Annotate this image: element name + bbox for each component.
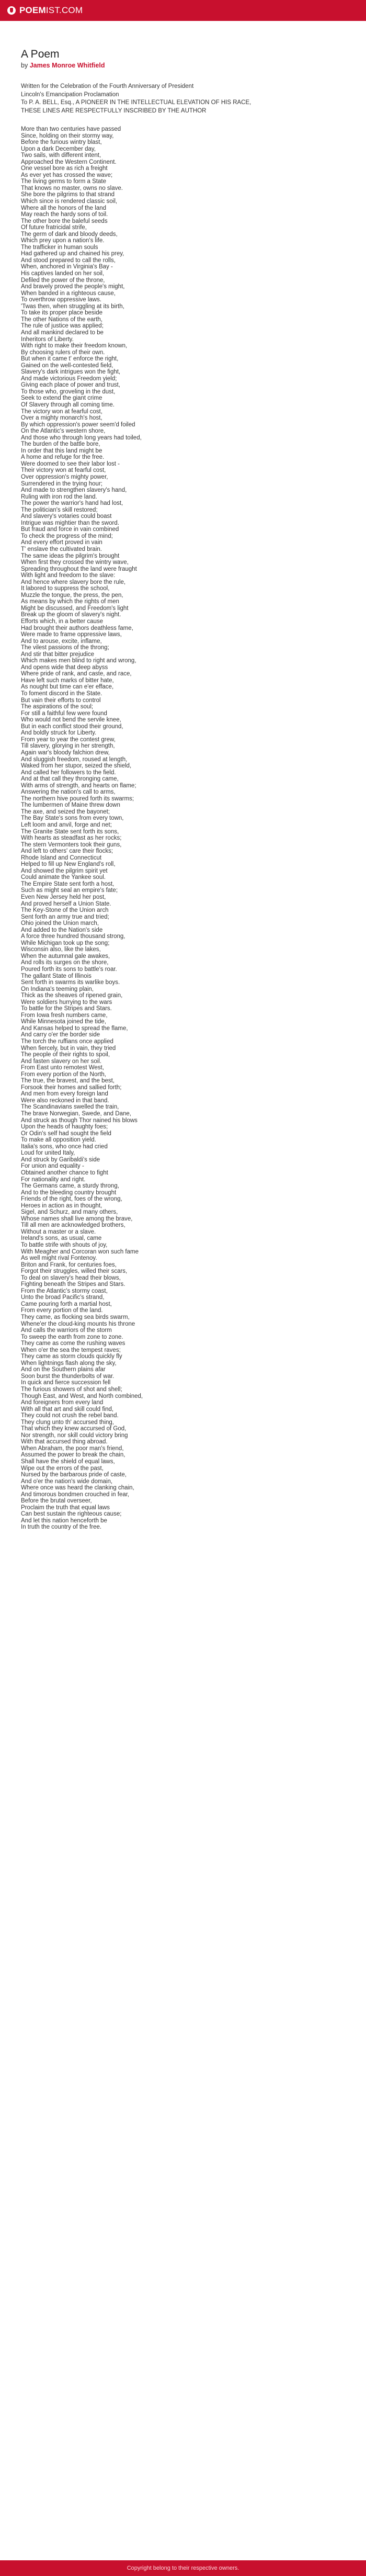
poem-line: As nought but time can e'er efface, <box>21 684 114 691</box>
poem-line: They clung unto th' accursed thing, <box>21 1419 114 1426</box>
poem-line: When o'er the sea the tempest raves; <box>21 1347 121 1353</box>
poem-line: Inheritors of Liberty. <box>21 336 74 343</box>
poem-line: And hence where slavery bore the rule, <box>21 579 126 585</box>
poem-line: And added to the Nation's side <box>21 927 103 933</box>
poem-line: They came as come the rushing waves <box>21 1340 125 1347</box>
poem-line: In quick and fierce succession fell <box>21 1380 111 1386</box>
poem-line: They came, as flocking sea birds swarm, <box>21 1314 130 1320</box>
poem-line: Till slavery, glorying in her strength, <box>21 743 115 750</box>
poem-line: Two sails, with different intent, <box>21 152 101 159</box>
poem-line: To those who, groveling in the dust, <box>21 388 116 395</box>
poem-line: As well might rival Fontenoy. <box>21 1255 97 1262</box>
author-link[interactable]: James Monroe Whitfield <box>29 62 105 69</box>
poem-line: And proved herself a Union State. <box>21 900 111 907</box>
poem-line: But in each conflict stood their ground, <box>21 723 123 730</box>
poem-line: And stir that bitter prejudice <box>21 651 94 658</box>
poem-line: For still a faithful few were found <box>21 710 107 717</box>
poem-line: Seek to extend the giant crime <box>21 395 102 402</box>
poem-line: The brave Norwegian, Swede, and Dane, <box>21 1111 131 1117</box>
poem-line: Poured forth its sons to battle's roar. <box>21 966 117 973</box>
poem-line: Spreading throughout the land were fraught <box>21 566 137 572</box>
logo-main: POEM <box>19 5 46 15</box>
poem-line: When, anchored in Virginia's Bay - <box>21 264 113 270</box>
poem-line: To make all opposition yield. <box>21 1137 96 1144</box>
poem-line: And showed the pilgrim spirit yet <box>21 867 108 874</box>
poem-line: With arms of strength, and hearts on flame; <box>21 782 136 789</box>
poem-line: Assumed the power to break the chain, <box>21 1452 125 1459</box>
poem-line: And left to others' care their flocks; <box>21 848 113 855</box>
poem-line: From Iowa fresh numbers came, <box>21 1012 108 1019</box>
poem-line: But when it came t' enforce the right, <box>21 356 119 363</box>
site-footer <box>0 2560 366 2576</box>
poem-line: The germ of dark and bloody deeds, <box>21 231 118 238</box>
poem-line: Thick as the sheaves of ripened grain, <box>21 992 123 999</box>
poem-line: The Scandinavians swelled the train, <box>21 1104 119 1111</box>
poem-line: Again war's bloody falchion drew, <box>21 749 110 756</box>
poem-line: As means by which the rights of men <box>21 598 119 605</box>
poem-line: Nursed by the barbarous pride of caste, <box>21 1472 127 1478</box>
poem-line: Gained on the well-contested field, <box>21 362 113 369</box>
poem-line: But vain their efforts to control <box>21 697 101 704</box>
poem-line: The same ideas the pilgrim's brought <box>21 552 120 559</box>
poem-line: With right to make their freedom known, <box>21 343 128 349</box>
poem-line: While Michigan took up the song; <box>21 940 110 946</box>
poem-line: By choosing rulers of their own. <box>21 349 105 356</box>
poem-line: Over oppression's mighty power, <box>21 473 108 480</box>
poem-line: Have left such marks of bitter hate, <box>21 677 114 684</box>
poem-line: The gallant State of Illinois <box>21 973 92 979</box>
poem-line: Were doomed to see their labor lost - <box>21 460 120 467</box>
poem-line: And called her followers to the field. <box>21 769 116 776</box>
poem-line: May reach the hardy sons of toil. <box>21 211 108 218</box>
poem-line: Had brought their authors deathless fame, <box>21 625 133 631</box>
poem-line: On Indiana's teeming plain, <box>21 986 94 992</box>
poem-line: The Key-Stone of the Union arch <box>21 907 109 914</box>
poem-line: Can best sustain the righteous cause; <box>21 1511 122 1518</box>
poem-line: Such as might seal an empire's fate; <box>21 887 118 894</box>
poem-line: Intrigue was mightier than the sword. <box>21 519 119 526</box>
poem-line: In truth the country of the free. <box>21 1524 102 1531</box>
poem-line: The true, the bravest, and the best, <box>21 1078 115 1084</box>
poem-line: Defiled the power of the throne, <box>21 277 105 284</box>
poem-line: Even New Jersey held her post, <box>21 894 106 900</box>
poem-line: While Minnesota joined the tide, <box>21 1019 107 1025</box>
poem-line: Shall have the shield of equal laws, <box>21 1459 115 1465</box>
poem-line: Whose names shall live among the brave, <box>21 1215 133 1222</box>
poem-line: The people of their rights to spoil, <box>21 1052 110 1058</box>
poem-line: Were soldiers hurrying to the wars <box>21 999 112 1005</box>
poem-line: From every portion of the North, <box>21 1071 106 1078</box>
poem-line: And made victorious Freedom yield; <box>21 375 117 382</box>
poem-line: With that accursed thing abroad. <box>21 1439 108 1445</box>
poem-line: The Granite State sent forth its sons, <box>21 828 119 835</box>
poem-line: As ever yet has crossed the wave; <box>21 172 113 178</box>
poem-line: His captives landed on her soil, <box>21 270 105 277</box>
poem-line: Where once was heard the clanking chain, <box>21 1485 134 1492</box>
poem-line: Waked from her stupor, seized the shield, <box>21 763 132 770</box>
poem-line: The torch the ruffians once applied <box>21 1038 113 1045</box>
dedication <box>21 83 345 115</box>
poem-line: Ireland's sons, as usual, came <box>21 1235 102 1242</box>
poem-line: Without a master or a slave. <box>21 1228 96 1235</box>
poem-line: From year to year the contest grew, <box>21 736 116 743</box>
poem-line: When fiercely, but in vain, they tried <box>21 1045 116 1052</box>
poem-line: More than two centuries have passed <box>21 126 121 132</box>
poem-line: And men from every foreign land <box>21 1091 108 1098</box>
poem-line: Their victory won at fearful cost, <box>21 467 106 474</box>
poem-line: And on the Southern plains afar <box>21 1366 106 1373</box>
poem-line: Since, holding on their stormy way, <box>21 132 114 139</box>
poem-line: The other bore the baleful seeds <box>21 218 108 224</box>
poem-line: And carry o'er the border side <box>21 1032 100 1038</box>
poem-line: When lightnings flash along the sky, <box>21 1360 117 1366</box>
poem-line: Though East, and West, and North combined, <box>21 1393 143 1399</box>
poem-line: The Bay State's sons from every town, <box>21 815 124 822</box>
poem-line: The other Nations of the earth, <box>21 316 102 323</box>
poem-line: The rule of justice was applied; <box>21 323 104 330</box>
poem-line: T' enslave the cultivated brain. <box>21 546 102 552</box>
byline <box>21 62 345 69</box>
poem-line: Helped to fill up New England's roll, <box>21 861 116 868</box>
poem-title: A Poem <box>21 48 60 60</box>
poem-line: Answering the nation's call to arms, <box>21 789 116 796</box>
poem-line: Which prey upon a nation's life. <box>21 238 105 244</box>
poem-line: To check the progress of the mind; <box>21 533 113 539</box>
dedication-line: To P. A. BELL, Esq., A PIONEER IN THE INTELLECTUAL ELEVATION OF HIS RACE, <box>21 99 251 106</box>
dedication-line: THESE LINES ARE RESPECTFULLY INSCRIBED BY THE AUTHOR <box>21 107 207 114</box>
poem-line: And boldly struck for Liberty. <box>21 730 97 737</box>
poem-line: And opens wide that deep abyss <box>21 664 108 671</box>
poem-line: That knows no master, owns no slave. <box>21 185 123 191</box>
poem-line: And slavery's votaries could boast <box>21 513 112 520</box>
poem-line: From East unto remotest West, <box>21 1065 104 1071</box>
poem-line: Briton and Frank, for centuries foes, <box>21 1261 117 1268</box>
poem-line: Friends of the right, foes of the wrong, <box>21 1196 122 1203</box>
poem-line: And timorous bondmen crouched in fear, <box>21 1491 130 1498</box>
poem-line: And to arouse, excite, inflame, <box>21 638 102 645</box>
poem-line: Before the brutal overseer, <box>21 1498 92 1505</box>
site-logo[interactable] <box>7 5 83 16</box>
poem-line: Forsook their homes and sallied forth; <box>21 1084 122 1091</box>
poem-line: Which since is rendered classic soil, <box>21 198 118 205</box>
poem-line: The furious showers of shot and shell; <box>21 1386 122 1393</box>
poem-line: When first they crossed the wintry wave, <box>21 559 129 566</box>
byline-prefix: by <box>21 62 30 69</box>
poem-line: To sweep the earth from zone to zone. <box>21 1334 123 1340</box>
poem-line: And fasten slavery on her soil. <box>21 1058 102 1065</box>
poem-line: And stood prepared to call the rolls, <box>21 257 116 264</box>
poem-line: Sent forth an army true and tried; <box>21 913 109 920</box>
poem-line: And bravely proved the people's might, <box>21 284 125 290</box>
poem-line: With all that art and skill could find, <box>21 1406 114 1413</box>
poem-line: To deal on slavery's head their blows, <box>21 1274 121 1281</box>
poem-line: Where all the honors of the land <box>21 205 107 211</box>
quill-icon <box>7 6 16 15</box>
poem-line: Approached the Western Continent. <box>21 159 117 165</box>
poem-line: But fraud and force in vain combined <box>21 526 119 533</box>
poem-line: And calls the warriors of the storm <box>21 1327 112 1334</box>
poem-line: The axe, and seized the bayonet; <box>21 808 110 815</box>
poem-line: Efforts which, in a better cause <box>21 618 104 625</box>
poem-line: The victory won at fearful cost, <box>21 408 102 415</box>
poem-line: Till all men are acknowledged brothers, <box>21 1222 125 1229</box>
poem-line: And made to strengthen slavery's hand, <box>21 487 127 494</box>
poem-line: When the autumnal gale awakes, <box>21 953 110 959</box>
dedication-line: Written for the Celebration of the Fourth Anniversary of President <box>21 83 194 89</box>
poem-line: To foment discord in the State. <box>21 691 102 697</box>
poem-line: Of Slavery through all coming time. <box>21 401 115 408</box>
poem-line: Break up the gloom of slavery's night. <box>21 612 121 618</box>
poem-line: Over a mighty monarch's host, <box>21 415 102 422</box>
poem-line: For union and equality - <box>21 1163 84 1170</box>
poem-line: By which oppression's power seem'd foiled <box>21 421 135 428</box>
poem-line: Wipe out the errors of the past, <box>21 1465 104 1472</box>
poem-body <box>21 126 345 1531</box>
poem-line: Wisconsin also, like the lakes, <box>21 946 101 953</box>
poem-line: From every portion of the land. <box>21 1307 103 1314</box>
poem-line: Who would not bend the servile knee, <box>21 717 121 724</box>
poem-line: Giving each place of power and trust, <box>21 382 120 389</box>
poem-line: That which they knew accursed of God, <box>21 1426 127 1432</box>
poem-line: It labored to suppress the school, <box>21 585 110 592</box>
poem-line: And o'er the nation's wide domain, <box>21 1478 113 1485</box>
poem-line: And let this nation henceforth be <box>21 1517 107 1524</box>
poem-line: Of future fratricidal strife, <box>21 224 87 231</box>
poem-line: Obtained another chance to fight <box>21 1169 108 1176</box>
poem-line: Were also reckoned in that band. <box>21 1097 109 1104</box>
poem-line: The vilest passions of the throng; <box>21 645 109 651</box>
poem-line: Upon the heads of haughty foes; <box>21 1124 108 1131</box>
poem-line: And Kansas helped to spread the flame, <box>21 1025 128 1032</box>
poem-line: With light and freedom to the slave: <box>21 572 116 579</box>
poem-line: And sluggish freedom, roused at length, <box>21 756 128 763</box>
poem-line: The burden of the battle bore, <box>21 441 100 448</box>
poem-line: When Abraham, the poor man's friend, <box>21 1445 124 1452</box>
poem-line: Upon a dark December day, <box>21 145 96 152</box>
poem-line: And to the bleeding country brought <box>21 1189 117 1196</box>
poem-line: When banded in a righteous cause, <box>21 290 116 297</box>
poem-line: To overthrow oppressive laws. <box>21 297 102 303</box>
poem-line: Proclaim the truth that equal laws <box>21 1504 110 1511</box>
poem-line: Sigel, and Schurz, and many others, <box>21 1209 118 1216</box>
poem-line: The Empire State sent forth a host, <box>21 880 115 887</box>
poem-line: And those who through long years had toiled, <box>21 434 142 441</box>
poem-line: To battle for the Stripes and Stars. <box>21 1005 112 1012</box>
poem-line: Loud for united Italy, <box>21 1150 75 1157</box>
poem-line: Surrendered in the trying hour; <box>21 480 102 487</box>
poem-line: Rhode Island and Connecticut <box>21 854 102 861</box>
poem-line: The aspirations of the soul; <box>21 704 94 710</box>
poem-line: Or Odin's self had sought the field <box>21 1130 111 1137</box>
poem-line: Unto the broad Pacific's strand, <box>21 1294 105 1301</box>
poem-line: A force three hundred thousand strong, <box>21 933 125 940</box>
poem-line: In order that this land might be <box>21 447 102 454</box>
poem-line: Could animate the Yankee soul. <box>21 874 106 881</box>
poem-line: The living germs to form a State <box>21 178 106 185</box>
poem-line: The lumbermen of Maine threw down <box>21 802 120 809</box>
poem-line: On the Atlantic's western shore, <box>21 428 106 435</box>
poem-line: 'Twas then, when struggling at its birth, <box>21 303 124 310</box>
poem-line: She bore the pilgrims to that strand <box>21 191 115 198</box>
poem-line: From the Atlantic's stormy coast, <box>21 1287 108 1294</box>
poem-line: Came pouring forth a martial host, <box>21 1301 112 1307</box>
poem-line: And foreigners from every land <box>21 1399 104 1406</box>
poem-line: And at that call they thronging came, <box>21 776 119 783</box>
poem-line: They could not crush the rebel band. <box>21 1413 119 1419</box>
poem-line: Ohio joined the Union march, <box>21 920 99 927</box>
poem-line: The power the warrior's hand had lost, <box>21 500 123 507</box>
poem-line: Italia's sons, who once had cried <box>21 1143 108 1150</box>
poem-line: And rolls its surges on the shore, <box>21 959 109 966</box>
poem-line: They came as storm clouds quickly fly <box>21 1353 122 1360</box>
poem-line: Fighting beneath the Stripes and Stars. <box>21 1281 125 1288</box>
logo-suffix: IST.COM <box>45 5 83 15</box>
poem-line: Ruling with iron rod the land. <box>21 493 97 500</box>
poem-line: Sent forth in swarms its warlike boys. <box>21 979 120 986</box>
poem-line: To battle strife with shouts of joy, <box>21 1241 108 1248</box>
poem-line: For nationality and right. <box>21 1176 86 1183</box>
poem-line: And struck as though Thor nained his blows <box>21 1117 138 1124</box>
poem-line: Had gathered up and chained his prey, <box>21 251 124 257</box>
poem-line: Whene'er the cloud-king mounts his throne <box>21 1320 135 1327</box>
poem-line: Slavery's dark intrigues won the fight, <box>21 369 121 376</box>
poem-line: Left loom and anvil, forge and net; <box>21 821 112 828</box>
site-header <box>0 0 366 21</box>
poem-line: To take its proper place beside <box>21 310 102 317</box>
dedication-line: Lincoln's Emancipation Proclamation <box>21 91 119 98</box>
poem-line: And struck by Garibaldi's side <box>21 1156 100 1163</box>
poem-line: The stern Vermonters took their guns, <box>21 841 122 848</box>
poem-line: Might be discussed, and Freedom's light <box>21 605 129 612</box>
poem-line: Which makes men blind to right and wrong, <box>21 658 136 664</box>
poem-line: And every effort proved in vain <box>21 539 102 546</box>
poem-line: Before the furious wintry blast, <box>21 139 102 146</box>
poem-line: The trafficker in human souls <box>21 244 98 251</box>
poem-line: Nor strength, nor skill could victory bring <box>21 1432 128 1439</box>
poem-line: Were made to frame oppressive laws, <box>21 631 122 638</box>
poem-line: And all mankind declared to be <box>21 329 104 336</box>
poem-line: Forgot their struggles, willed their scars, <box>21 1268 128 1275</box>
copyright-text: Copyright belong to their respective owners. <box>127 2565 239 2571</box>
poem-line: Where pride of rank, and caste, and race, <box>21 671 132 677</box>
poem-line: Muzzle the tongue, the press, the pen, <box>21 592 123 598</box>
poem-line: Heroes in action as in thought, <box>21 1202 102 1209</box>
poem-line: One vessel bore as rich a freight <box>21 165 108 172</box>
poem-line: The politician's skill restored; <box>21 506 98 513</box>
poem-line: With Meagher and Corcoran won such fame <box>21 1248 139 1255</box>
poem-line: The Germans came, a sturdy throng, <box>21 1183 119 1190</box>
poem-content <box>0 21 366 1541</box>
poem-line: Soon burst the thunderbolts of war. <box>21 1373 115 1380</box>
poem-line: The northern hive poured forth its swarms; <box>21 795 134 802</box>
poem-line: A home and refuge for the free. <box>21 454 105 461</box>
poem-line: With hearts as steadfast as her rocks; <box>21 835 122 842</box>
